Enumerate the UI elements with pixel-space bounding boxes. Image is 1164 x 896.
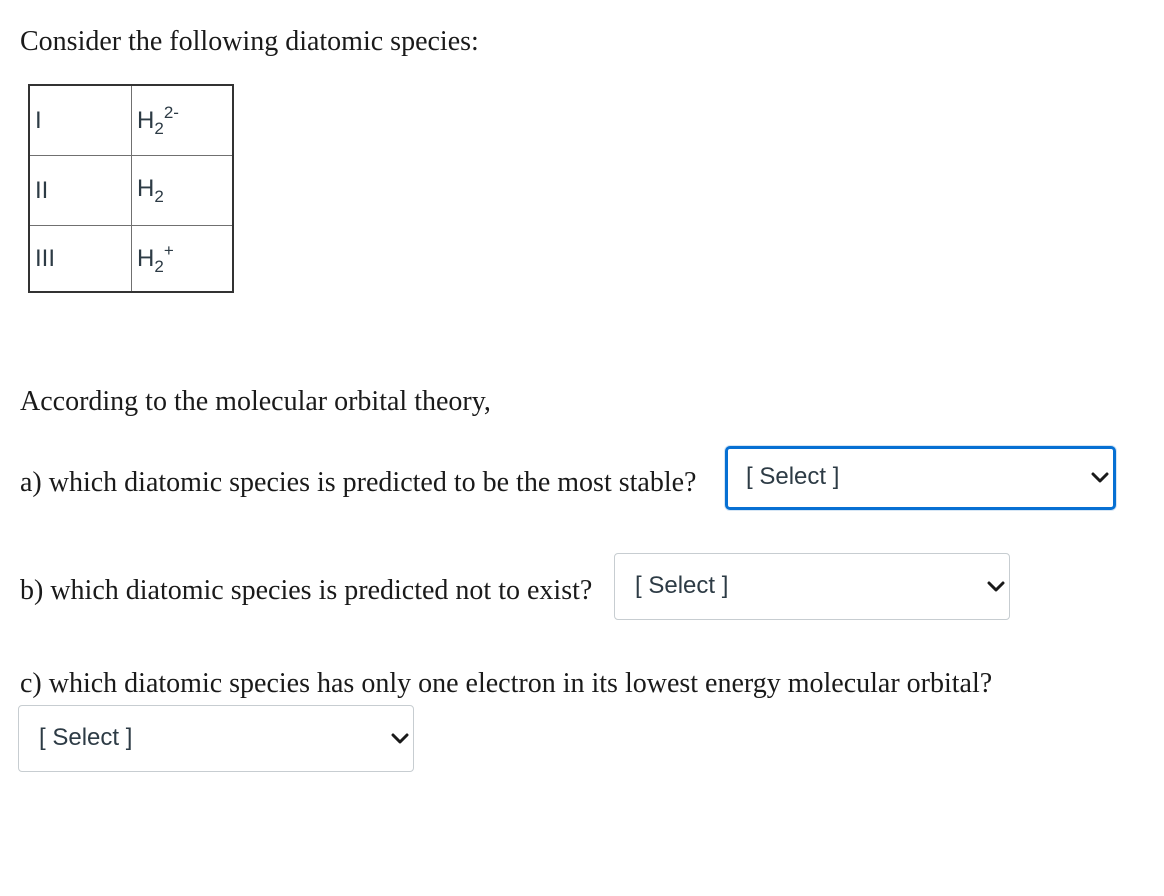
question-b-text: b) which diatomic species is predicted not to exist? bbox=[20, 575, 593, 606]
theory-text: According to the molecular orbital theory, bbox=[20, 386, 491, 417]
table-row bbox=[29, 85, 233, 156]
question-c-text: c) which diatomic species has only one electron in its lowest energy molecular orbital? bbox=[20, 668, 993, 699]
table-row bbox=[29, 156, 233, 226]
question-a-select[interactable] bbox=[725, 446, 1116, 510]
question-b-select[interactable] bbox=[614, 553, 1010, 620]
formula-base: H bbox=[137, 174, 155, 202]
species-numeral: I bbox=[29, 85, 132, 156]
intro-text: Consider the following diatomic species: bbox=[20, 26, 479, 57]
species-numeral: III bbox=[29, 226, 132, 293]
species-formula bbox=[132, 85, 234, 156]
table-row bbox=[29, 226, 233, 293]
species-numeral: II bbox=[29, 156, 132, 226]
question-a-text: a) which diatomic species is predicted to be the most stable? bbox=[20, 467, 697, 498]
formula-subscript: 2 bbox=[154, 256, 164, 276]
formula-base: H bbox=[137, 106, 155, 134]
formula-subscript: 2 bbox=[154, 118, 164, 138]
select-value: [ Select ] bbox=[635, 571, 729, 599]
formula-subscript: 2 bbox=[154, 186, 164, 206]
formula-base: H bbox=[137, 244, 155, 272]
chevron-down-icon bbox=[391, 730, 409, 748]
select-value: [ Select ] bbox=[39, 723, 133, 751]
chevron-down-icon bbox=[1091, 469, 1109, 487]
formula-superscript: 2- bbox=[163, 102, 179, 122]
species-table bbox=[28, 84, 234, 293]
question-c-select[interactable] bbox=[18, 705, 414, 772]
select-value: [ Select ] bbox=[746, 462, 840, 490]
species-formula bbox=[132, 226, 234, 293]
formula-superscript: + bbox=[163, 240, 174, 260]
species-formula bbox=[132, 156, 234, 226]
chevron-down-icon bbox=[987, 578, 1005, 596]
